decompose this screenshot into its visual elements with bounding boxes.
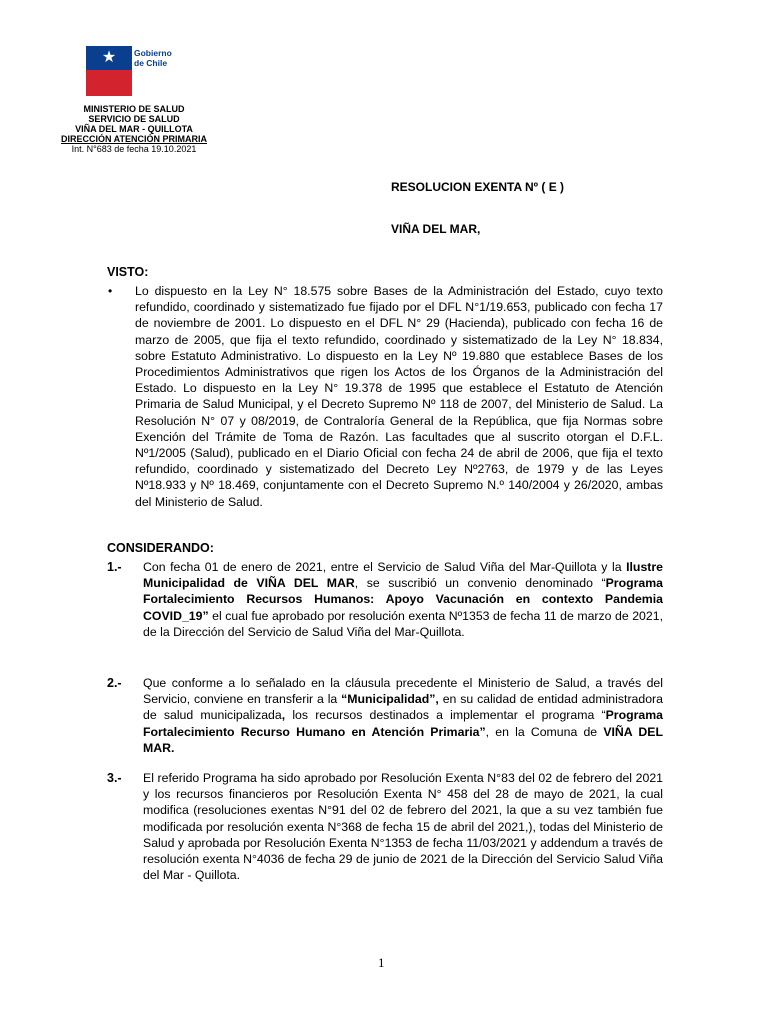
visto-heading: VISTO: [107, 265, 149, 279]
resolution-title: RESOLUCION EXENTA Nº ( E ) [391, 180, 565, 194]
item-3-number: 3.- [107, 771, 122, 785]
service-name: SERVICIO DE SALUD [88, 114, 180, 124]
item-2-bold-3: Programa Fortalecimiento Recurso Humano en Atención Primaria” [143, 708, 663, 739]
bullet-icon: • [108, 284, 113, 298]
item-2-part-3: los recursos destinados a implementar el programa “ [285, 708, 606, 723]
item-1-part-3: el cual fue aprobado por resolución exenta Nº1353 de fecha 11 de marzo de 2021, de la Dirección del Servicio de Salud Viña del Mar-Quillota. [143, 608, 663, 639]
item-1-number: 1.- [107, 560, 122, 574]
ministry-name: MINISTERIO DE SALUD [83, 104, 185, 114]
region-name: VIÑA DEL MAR - QUILLOTA [75, 124, 193, 134]
logo-blue-block [86, 46, 132, 70]
logo-text: Gobierno de Chile [134, 48, 172, 68]
logo-red-block [86, 70, 132, 96]
item-2-number: 2.- [107, 676, 122, 690]
item-2-bold-1: “Municipalidad”, [341, 692, 439, 707]
item-1-text [143, 559, 663, 640]
item-2-part-4: , en la Comuna de [485, 724, 604, 739]
item-2-bold-4: VIÑA DEL MAR. [143, 724, 663, 755]
internal-ref: Int. N°683 de fecha 19.10.2021 [71, 144, 197, 154]
star-icon: ★ [101, 49, 117, 66]
item-2-part-1: Que conforme a lo señalado en la cláusula precedente el Ministerio de Salud, a través del Servicio, conviene en transferir a la [143, 676, 663, 707]
visto-text: Lo dispuesto en la Ley N° 18.575 sobre Bases de la Administración del Estado, cuyo texto refundido, coordinado y sistematizado fue fijado por el DFL N°1/19.653, publicado con fecha 17 de noviembre de 2001. Lo dispuesto en el DFL N° 29 (Hacienda), publicado con fecha 16 de marzo de 2005, que fija el texto refundido, coordinado y sistematizado de la Ley N° 18.834, sobre Estatuto Administrativo. Lo dispuesto en la Ley Nº 19.880 que establece Bases de los Procedimientos Administrativos que rigen los Actos de los Órganos de la Administración del Estado. Lo dispuesto en la Ley N° 19.378 de 1995 que establece el Estatuto de Atención Primaria de Salud Municipal, y el Decreto Supremo Nº 118 de 2007, del Ministerio de Salud. La Resolución N° 07 y 08/2019, de Contraloría General de la República, que fija Normas sobre Exención del Trámite de Toma de Razón. Las facultades que al suscrito otorgan el D.F.L. Nº1/2005 (Salud), publicado en el Diario Oficial con fecha 24 de abril de 2006, que fija el texto refundido, coordinado y sistematizado del Decreto Ley Nº2763, de 1979 y de las Leyes Nº18.933 y Nº 18.469, conjuntamente con el Decreto Supremo N.º 140/2004 y 26/2020, ambas del Ministerio de Salud. [135, 284, 663, 509]
considerando-heading: CONSIDERANDO: [107, 541, 214, 555]
page-number: 1 [378, 955, 385, 970]
item-1-bold-2: Programa Fortalecimiento Recursos Humanos: Apoyo Vacunación en contexto Pandemia COVID_19” [143, 576, 663, 623]
item-3-text: El referido Programa ha sido aprobado por Resolución Exenta N°83 del 02 de febrero del 2021 y los recursos financieros por Resolución Exenta N° 458 del 28 de mayo de 2021, la cual modifica (resoluciones exentas N°91 del 02 de febrero del 2021, la que a su vez también fue modificada por resolución exenta N°368 de fecha 15 de abril del 2021,), todas del Ministerio de Salud y aprobada por Resolución Exenta N°1353 de fecha 11/03/2021 y addendum a través de resolución exenta N°4036 de fecha 29 de junio de 2021 de la Dirección del Servicio Salud Viña del Mar - Quillota. [143, 771, 663, 883]
gobierno-de-chile-logo [86, 46, 182, 96]
direction-name: DIRECCIÓN ATENCIÓN PRIMARIA [61, 134, 207, 144]
item-1-bold-1: Ilustre Municipalidad de VIÑA DEL MAR [143, 560, 663, 591]
item-1-part-2: , se suscribió un convenio denominado “ [354, 576, 606, 591]
item-2-text [143, 675, 663, 756]
ministry-header [60, 104, 208, 154]
city-line: VIÑA DEL MAR, [391, 222, 481, 236]
item-2-bold-2: , [281, 708, 286, 723]
item-2-part-2: en su calidad de entidad administradora de salud municipalizada [143, 692, 663, 723]
item-1-part-1: Con fecha 01 de enero de 2021, entre el Servicio de Salud Viña del Mar-Quillota y la [143, 560, 627, 574]
